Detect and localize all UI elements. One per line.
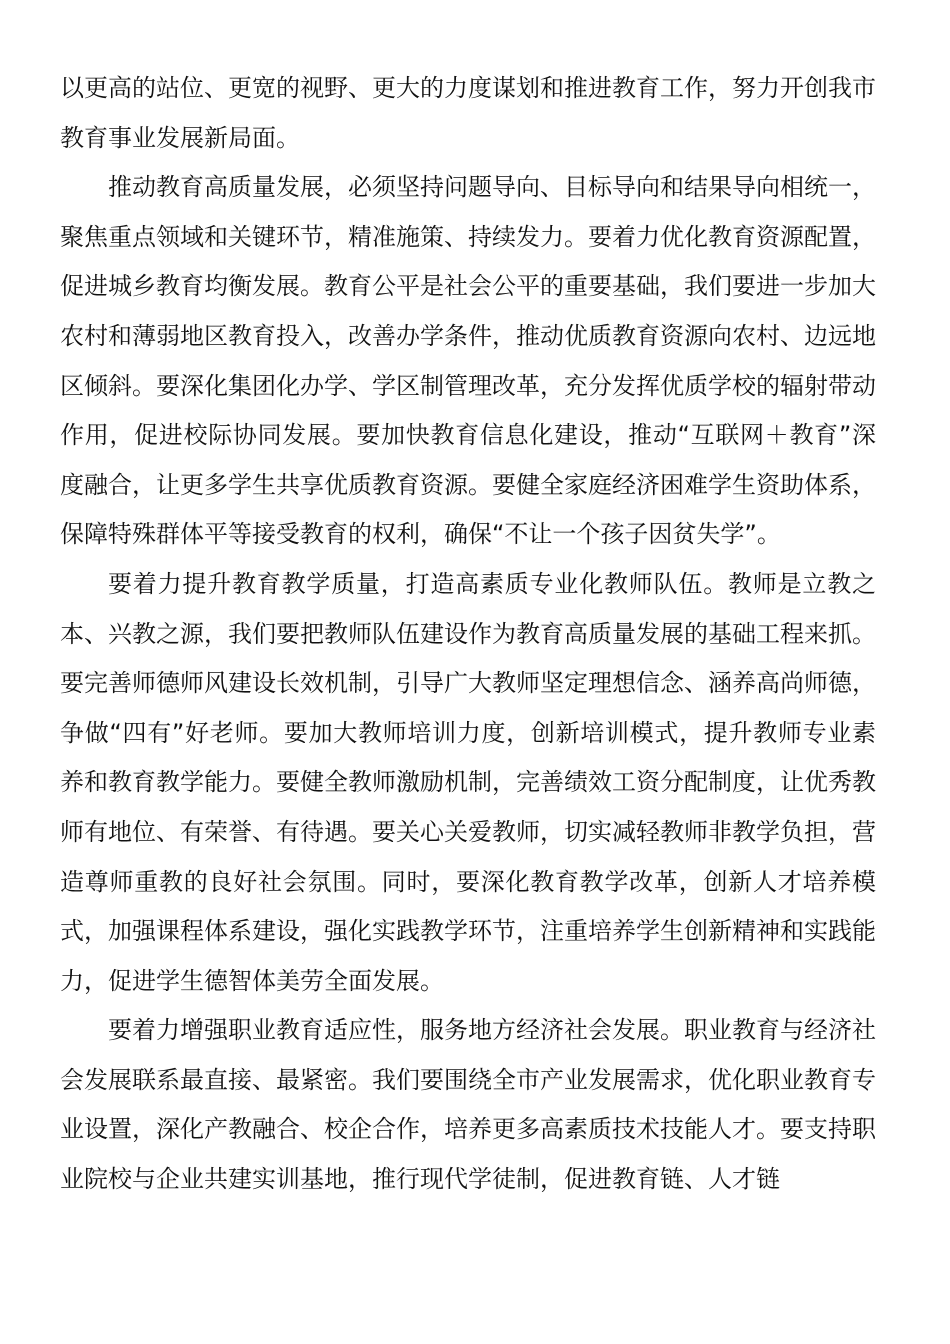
document-page <box>60 64 876 1205</box>
paragraph-2: 推动教育高质量发展，必须坚持问题导向、目标导向和结果导向相统一，聚焦重点领域和关键环节，精准施策、持续发力。要着力优化教育资源配置，促进城乡教育均衡发展。教育公平是社会公平的重要基础，我们要进一步加大农村和薄弱地区教育投入，改善办学条件，推动优质教育资源向农村、边远地区倾斜。要深化集团化办学、学区制管理改革，充分发挥优质学校的辐射带动作用，促进校际协同发展。要加快教育信息化建设，推动“互联网＋教育”深度融合，让更多学生共享优质教育资源。要健全家庭经济困难学生资助体系，保障特殊群体平等接受教育的权利，确保“不让一个孩子因贫失学”。 <box>60 173 876 549</box>
paragraph-1: 以更高的站位、更宽的视野、更大的力度谋划和推进教育工作，努力开创我市教育事业发展新局面。 <box>60 74 876 152</box>
paragraph-3: 要着力提升教育教学质量，打造高素质专业化教师队伍。教师是立教之本、兴教之源，我们要把教师队伍建设作为教育高质量发展的基础工程来抓。要完善师德师风建设长效机制，引导广大教师坚定理想信念、涵养高尚师德，争做“四有”好老师。要加大教师培训力度，创新培训模式，提升教师专业素养和教育教学能力。要健全教师激励机制，完善绩效工资分配制度，让优秀教师有地位、有荣誉、有待遇。要关心关爱教师，切实减轻教师非教学负担，营造尊师重教的良好社会氛围。同时，要深化教育教学改革，创新人才培养模式，加强课程体系建设，强化实践教学环节，注重培养学生创新精神和实践能力，促进学生德智体美劳全面发展。 <box>60 569 876 995</box>
paragraph-4: 要着力增强职业教育适应性，服务地方经济社会发展。职业教育与经济社会发展联系最直接、最紧密。我们要围绕全市产业发展需求，优化职业教育专业设置，深化产教融合、校企合作，培养更多高素质技术技能人才。要支持职业院校与企业共建实训基地，推行现代学徒制，促进教育链、人才链 <box>60 1016 876 1194</box>
